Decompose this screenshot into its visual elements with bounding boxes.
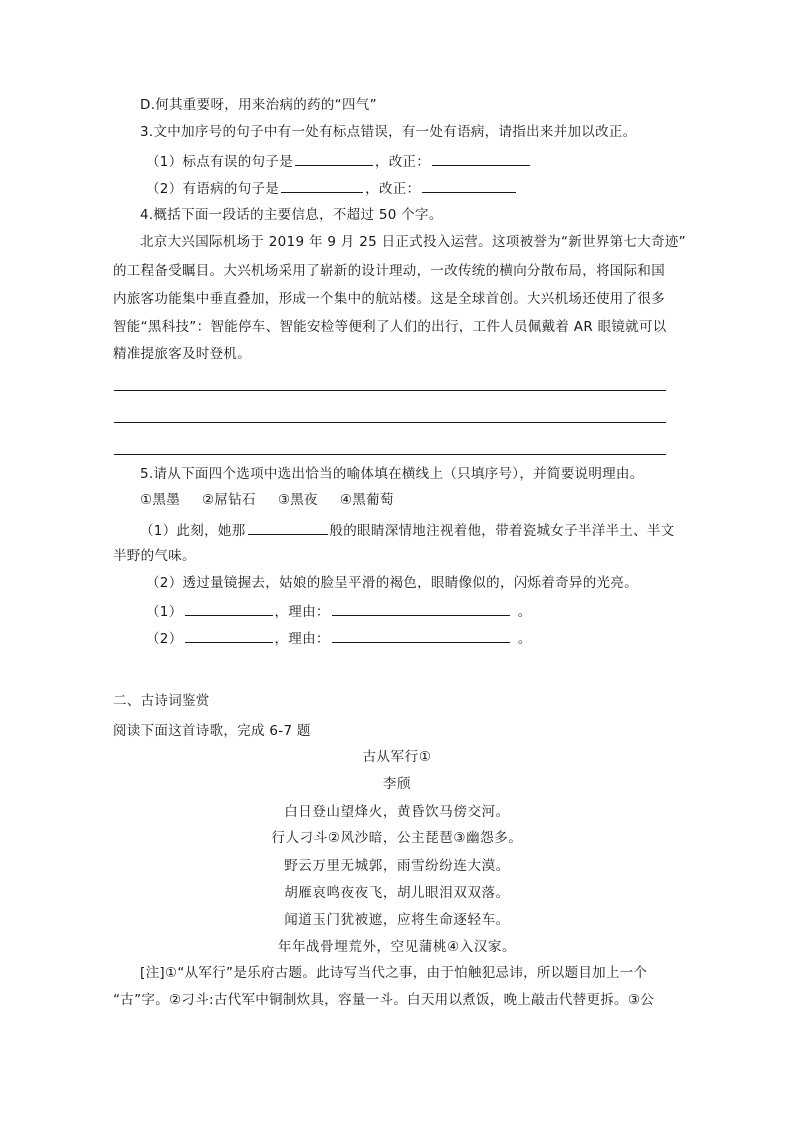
- q5-answer-1: [146, 601, 532, 621]
- q4-passage-line: 北京大兴国际机场于 2019 年 9 月 25 日正式投入运营。这项被誉为“新世界第七大奇迹”: [140, 234, 686, 250]
- q5-answer-1-reason-label: ，理由：: [274, 604, 330, 620]
- q4-answer-line-2[interactable]: [114, 422, 666, 423]
- q5-answer-1-end: 。: [517, 604, 532, 620]
- q3-item-1-fix-label: ，改正：: [374, 154, 431, 170]
- q5-sentence-1-start: （1）此刻，她那: [140, 523, 246, 539]
- q4-answer-line-3[interactable]: [114, 454, 666, 455]
- q5-answer-2-reason-blank[interactable]: [332, 628, 510, 643]
- q5-answer-2: [146, 628, 532, 648]
- q5-sentence-1-continued: 半野的气味。: [113, 548, 196, 564]
- q5-answer-1-reason-blank[interactable]: [332, 601, 510, 616]
- poem-title: 古从军行①: [362, 749, 432, 765]
- poem-author: 李颀: [382, 776, 412, 792]
- q3-item-1-label: （1）标点有误的句子是: [146, 154, 293, 170]
- poem-notes-line-2: “古”字。②刁斗:古代军中铜制炊具，容量一斗。白天用以煮饭，晚上敲击代替更拆。③公: [113, 992, 655, 1008]
- poem-line: 白日登山望烽火，黄昏饮马傍交河。: [284, 804, 510, 820]
- q5-option-b: ②屌钻石: [202, 492, 256, 508]
- poem-line: 闻道玉门犹被遮，应将生命逐轻车。: [284, 912, 510, 928]
- poem-line: 胡雁哀鸣夜夜飞，胡儿眼泪双双落。: [284, 885, 510, 901]
- q5-answer-1-label: （1）: [146, 604, 183, 620]
- poem-notes-line-1: [注]①“从军行”是乐府古题。此诗写当代之事，由于怕触犯忌讳，所以题目加上一个: [140, 965, 648, 981]
- q5-option-d: ④黑葡萄: [339, 492, 394, 508]
- q5-sentence-2: （2）透过量镜握去，姑娘的脸呈平滑的褐色，眼睛像似的，闪烁着奇异的光亮。: [146, 575, 638, 591]
- q3-item-2: [146, 178, 518, 198]
- q3-item-1-fix-blank[interactable]: [432, 151, 530, 166]
- section-heading: 二、古诗词鉴赏: [113, 693, 210, 709]
- q3-item-2-fix-label: ，改正：: [365, 181, 421, 197]
- q4-passage-line: 的工程备受瞩目。大兴机场采用了崭新的设计理动，一改传统的横向分散布局，将国际和国: [113, 263, 665, 279]
- q4-answer-line-1[interactable]: [114, 390, 666, 391]
- poem-line: 年年战骨埋荒外，空见蒲桃④入汉家。: [277, 939, 517, 955]
- q5-answer-2-end: 。: [517, 631, 532, 647]
- q3-item-2-answer-blank[interactable]: [281, 178, 363, 193]
- poem-line: 野云万里无城郭，雨雪纷纷连大漠。: [284, 858, 510, 874]
- q4-passage-line: 精准提旅客及时登机。: [113, 346, 251, 362]
- q4-prompt: 4.概括下面一段话的主要信息，不超过 50 个字。: [140, 207, 443, 223]
- q5-sentence-1: [140, 520, 675, 540]
- q3-item-2-fix-blank[interactable]: [422, 178, 516, 193]
- q4-passage-line: 内旅客功能集中垂直叠加，形成一个集中的航站楼。这是全球首创。大兴机场还使用了很多: [113, 291, 665, 307]
- q5-sentence-1-end: 般的眼睛深情地注视着他，带着瓷城女子半洋半土、半文: [329, 523, 675, 539]
- q5-answer-1-choice-blank[interactable]: [185, 601, 273, 616]
- q4-passage-line: 智能“黑科技”：智能停车、智能安检等便利了人们的出行，工件人员佩戴着 AR 眼镜就可以: [113, 319, 667, 335]
- q5-options: [140, 491, 416, 509]
- q3-item-1-answer-blank[interactable]: [295, 151, 373, 166]
- q5-option-a: ①黑墨: [140, 492, 181, 508]
- q5-answer-2-choice-blank[interactable]: [185, 628, 273, 643]
- q3-item-1: [146, 151, 532, 171]
- q2-option-d: D.何其重要呀，用来治病的药的“四气”: [140, 97, 377, 113]
- q5-sentence-1-blank[interactable]: [248, 520, 328, 535]
- q5-answer-2-reason-label: ，理由：: [274, 631, 330, 647]
- q3-item-2-label: （2）有语病的句子是: [146, 181, 280, 197]
- section-instruction: 阅读下面这首诗歌，完成 6-7 题: [113, 723, 311, 739]
- q5-prompt: 5.请从下面四个选项中选出恰当的喻体填在横线上（只填序号），并简要说明理由。: [140, 466, 644, 482]
- q5-answer-2-label: （2）: [146, 631, 183, 647]
- q3-prompt: 3.文中加序号的句子中有一处有标点错误，有一处有语病，请指出来并加以改正。: [140, 124, 637, 140]
- poem-line: 行人刁斗②风沙暗，公主琵琶③幽怨多。: [271, 830, 523, 846]
- q5-option-c: ③黑夜: [277, 492, 318, 508]
